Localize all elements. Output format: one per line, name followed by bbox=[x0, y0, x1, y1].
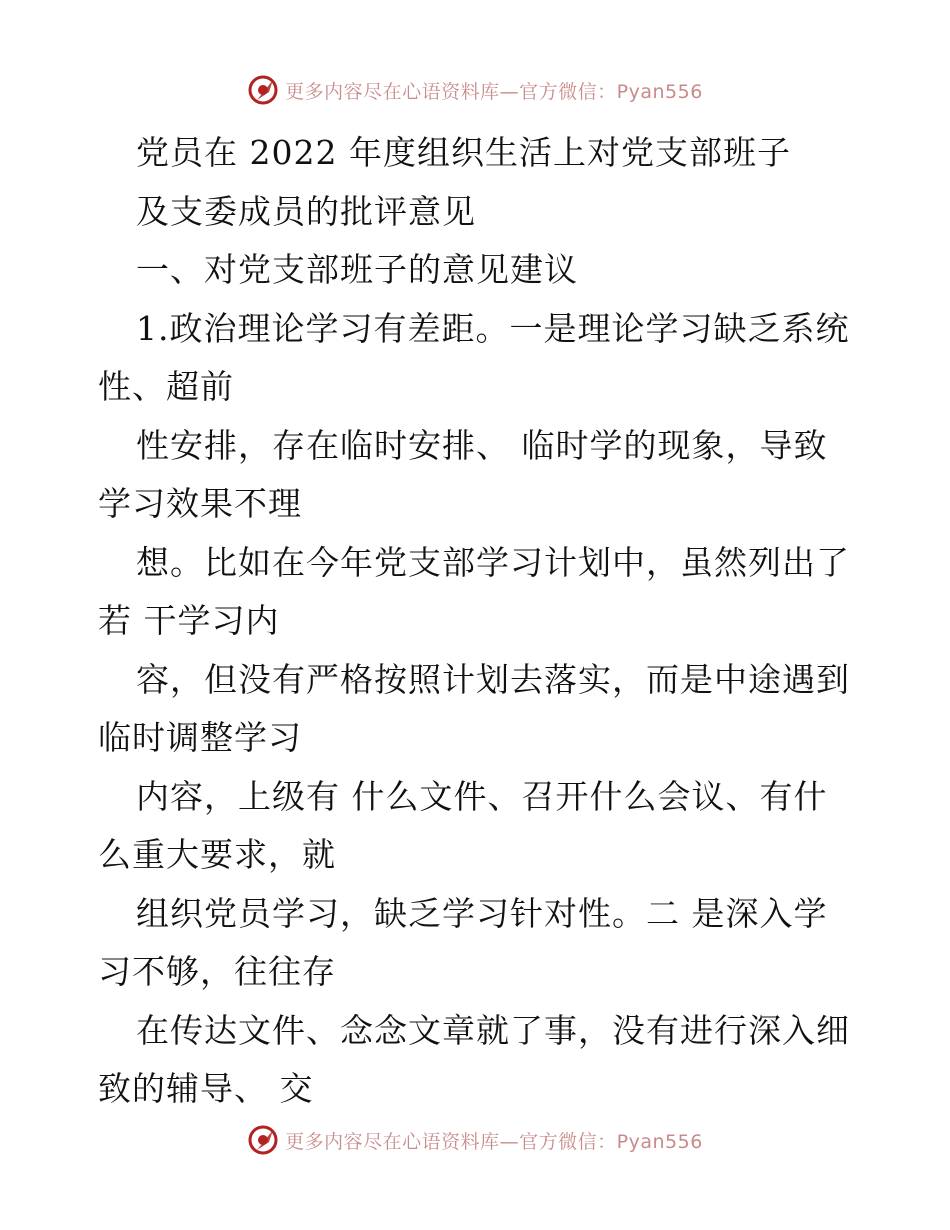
text-line: 习不够，往往存 bbox=[98, 952, 336, 991]
feather-pen-icon bbox=[247, 74, 279, 106]
footer-watermark bbox=[0, 1122, 950, 1158]
text-line: 么重大要求，就 bbox=[98, 835, 336, 874]
text-line: 一、对党支部班子的意见建议 bbox=[136, 250, 578, 289]
text-line: 学习效果不理 bbox=[98, 484, 302, 523]
watermark-text: 更多内容尽在心语资料库—官方微信：Pyan556 bbox=[285, 80, 703, 103]
text-line: 组织党员学习，缺乏学习针对性。二 是深入学 bbox=[136, 893, 828, 933]
feather-pen-icon bbox=[247, 1124, 279, 1156]
watermark-text: 更多内容尽在心语资料库—官方微信：Pyan556 bbox=[285, 1130, 703, 1153]
text-line: 想。比如在今年党支部学习计划中，虽然列出了 bbox=[136, 542, 850, 582]
document-body bbox=[98, 124, 858, 1119]
text-line: 党员在 2022 年度组织生活上对党支部班子 bbox=[136, 133, 791, 172]
header-watermark bbox=[0, 72, 950, 108]
text-line: 内容，上级有 什么文件、召开什么会议、有什 bbox=[136, 776, 828, 816]
text-line: 临时调整学习 bbox=[98, 718, 302, 757]
text-line: 及支委成员的批评意见 bbox=[136, 191, 476, 231]
text-line: 若 干学习内 bbox=[98, 601, 280, 640]
text-line: 性、超前 bbox=[98, 367, 234, 406]
text-line: 致的辅导、 交 bbox=[98, 1069, 314, 1108]
text-line: 在传达文件、念念文章就了事，没有进行深入细 bbox=[136, 1010, 850, 1050]
text-line: 1.政治理论学习有差距。一是理论学习缺乏系统 bbox=[136, 308, 850, 348]
text-line: 容，但没有严格按照计划去落实，而是中途遇到 bbox=[136, 659, 850, 699]
text-line: 性安排，存在临时安排、 临时学的现象，导致 bbox=[136, 425, 828, 465]
